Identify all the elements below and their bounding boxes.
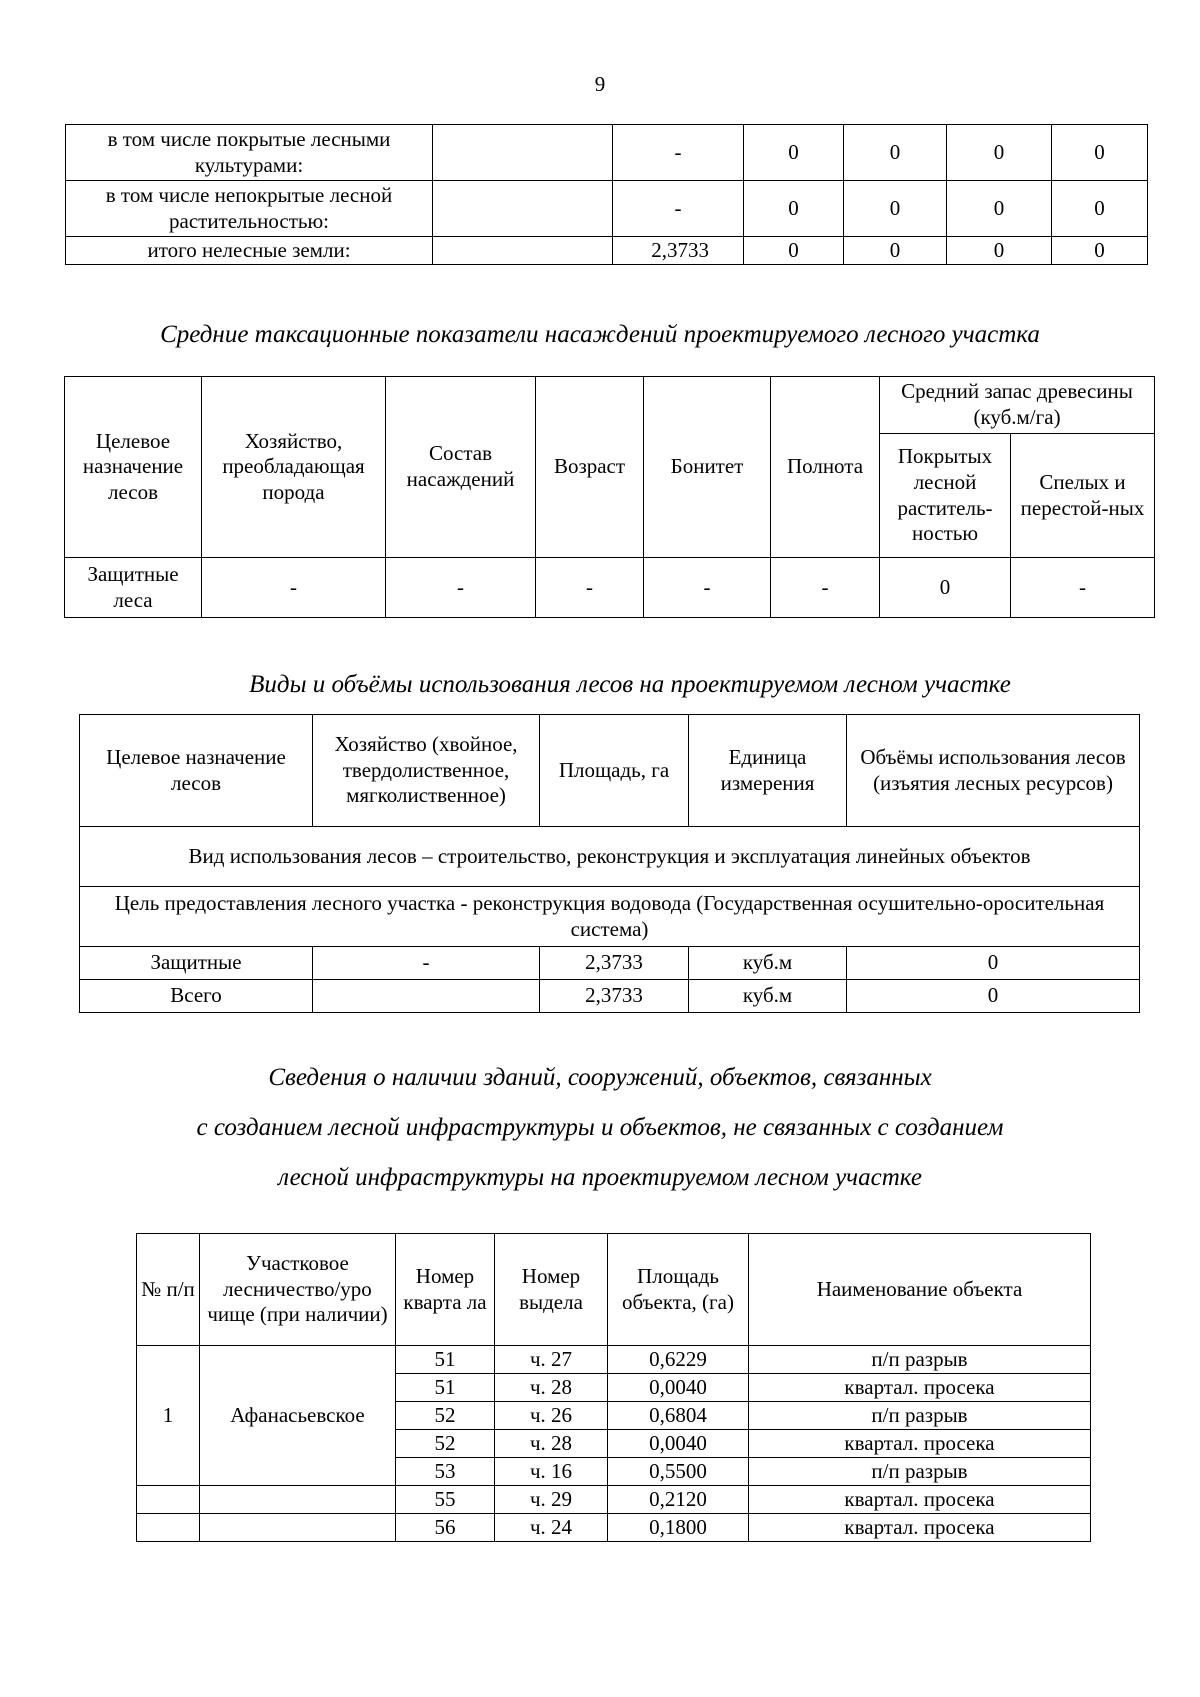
table-cell: квартал. просека <box>749 1514 1091 1542</box>
header-forestry: Участковое лесничество/уро чище (при наличии) <box>200 1234 396 1346</box>
page-number: 9 <box>594 72 606 96</box>
table-cell: 0 <box>1052 125 1148 181</box>
table-cell: 2,3733 <box>613 237 744 265</box>
table-row <box>66 125 1148 181</box>
table-row <box>80 947 1140 980</box>
table-cell: ч. 28 <box>495 1374 608 1402</box>
table-cell: 0 <box>744 125 844 181</box>
table-cell: квартал. просека <box>749 1374 1091 1402</box>
header-area: Площадь объекта, (га) <box>608 1234 749 1346</box>
taxation-table <box>64 376 1155 618</box>
table-cell: 0 <box>947 125 1052 181</box>
table-cell: - <box>1011 558 1155 618</box>
table-cell: - <box>313 947 540 980</box>
table-cell: 0 <box>1052 181 1148 237</box>
table-cell <box>137 1514 200 1542</box>
table-cell: ч. 29 <box>495 1486 608 1514</box>
table-cell: 0,6804 <box>608 1402 749 1430</box>
table-row <box>80 980 1140 1013</box>
table-cell: - <box>202 558 386 618</box>
table-cell: 52 <box>396 1402 495 1430</box>
table-cell: 0,2120 <box>608 1486 749 1514</box>
header-farm: Хозяйство, преобладающая порода <box>202 377 386 558</box>
header-purpose: Целевое назначение лесов <box>80 715 313 827</box>
table-cell <box>200 1486 396 1514</box>
header-stock: Средний запас древесины (куб.м/га) <box>880 377 1155 434</box>
usage-table <box>79 714 1140 1013</box>
header-farm: Хозяйство (хвойное, твердолиственное, мягколиственное) <box>313 715 540 827</box>
table-cell: Защитные леса <box>65 558 202 618</box>
table-cell: ч. 28 <box>495 1430 608 1458</box>
header-area: Площадь, га <box>540 715 689 827</box>
header-stock-covered: Покрытых лесной раститель-ностью <box>880 434 1011 558</box>
table-cell: ч. 27 <box>495 1346 608 1374</box>
table-cell: - <box>613 125 744 181</box>
header-number: № п/п <box>137 1234 200 1346</box>
table-cell: квартал. просека <box>749 1430 1091 1458</box>
table-cell: 55 <box>396 1486 495 1514</box>
row-label: в том числе непокрытые лесной растительностью: <box>66 181 433 237</box>
header-quarter: Номер кварта ла <box>396 1234 495 1346</box>
table-cell: п/п разрыв <box>749 1402 1091 1430</box>
table-cell: п/п разрыв <box>749 1346 1091 1374</box>
table-cell: 0 <box>844 237 947 265</box>
table-cell <box>137 1486 200 1514</box>
table-cell: - <box>536 558 644 618</box>
table-cell: - <box>386 558 536 618</box>
table-cell: 2,3733 <box>540 947 689 980</box>
table-cell: Защитные <box>80 947 313 980</box>
header-density: Полнота <box>771 377 880 558</box>
group-number: 1 <box>137 1346 200 1486</box>
table-row <box>137 1346 1091 1374</box>
header-volume: Объёмы использования лесов (изъятия лесных ресурсов) <box>847 715 1140 827</box>
table-row <box>137 1486 1091 1514</box>
usage-type: Вид использования лесов – строительство, реконструкция и эксплуатация линейных объектов <box>80 827 1140 887</box>
section-title-objects-line1: Сведения о наличии зданий, сооружений, объектов, связанных <box>268 1064 932 1091</box>
objects-table <box>136 1233 1091 1542</box>
section-title-taxation: Средние таксационные показатели насаждений проектируемого лесного участка <box>160 321 1040 348</box>
header-age: Возраст <box>536 377 644 558</box>
table-cell <box>433 181 613 237</box>
table-cell: 0,0040 <box>608 1374 749 1402</box>
table-cell: куб.м <box>689 980 847 1013</box>
table-cell <box>200 1514 396 1542</box>
section-title-objects-line2: с созданием лесной инфраструктуры и объектов, не связанных с созданием <box>196 1114 1004 1141</box>
table-cell: ч. 24 <box>495 1514 608 1542</box>
table-cell: 0 <box>844 125 947 181</box>
table-cell: - <box>771 558 880 618</box>
table-cell <box>433 125 613 181</box>
table-row <box>137 1514 1091 1542</box>
header-object-name: Наименование объекта <box>749 1234 1091 1346</box>
table-cell: 2,3733 <box>540 980 689 1013</box>
table-cell: 0 <box>947 237 1052 265</box>
table-cell: 0 <box>847 947 1140 980</box>
land-table <box>65 124 1148 265</box>
table-cell: 53 <box>396 1458 495 1486</box>
table-cell: Всего <box>80 980 313 1013</box>
table-cell: квартал. просека <box>749 1486 1091 1514</box>
header-stock-mature: Спелых и перестой-ных <box>1011 434 1155 558</box>
table-cell: ч. 16 <box>495 1458 608 1486</box>
table-row <box>65 558 1155 618</box>
table-row <box>66 237 1148 265</box>
header-unit: Единица измерения <box>689 715 847 827</box>
table-cell: 0,1800 <box>608 1514 749 1542</box>
group-forestry: Афанасьевское <box>200 1346 396 1486</box>
table-cell: 0 <box>880 558 1011 618</box>
table-cell: - <box>644 558 771 618</box>
table-cell: 51 <box>396 1374 495 1402</box>
table-row <box>66 181 1148 237</box>
table-cell: куб.м <box>689 947 847 980</box>
usage-purpose: Цель предоставления лесного участка - реконструкция водовода (Государственная осушительно-оросительная система) <box>80 887 1140 947</box>
table-cell: 51 <box>396 1346 495 1374</box>
table-cell: - <box>613 181 744 237</box>
table-cell: 0 <box>1052 237 1148 265</box>
table-cell: 0 <box>947 181 1052 237</box>
header-section: Номер выдела <box>495 1234 608 1346</box>
table-cell: 56 <box>396 1514 495 1542</box>
row-label: итого нелесные земли: <box>66 237 433 265</box>
table-cell: 52 <box>396 1430 495 1458</box>
table-cell: 0 <box>744 181 844 237</box>
table-cell: 0,6229 <box>608 1346 749 1374</box>
table-cell: ч. 26 <box>495 1402 608 1430</box>
table-cell: 0 <box>744 237 844 265</box>
table-cell: 0 <box>847 980 1140 1013</box>
table-cell: п/п разрыв <box>749 1458 1091 1486</box>
header-bonitet: Бонитет <box>644 377 771 558</box>
row-label: в том числе покрытые лесными культурами: <box>66 125 433 181</box>
section-title-usage: Виды и объёмы использования лесов на проектируемом лесном участке <box>249 671 1011 698</box>
table-cell: 0,5500 <box>608 1458 749 1486</box>
header-purpose: Целевое назначение лесов <box>65 377 202 558</box>
table-cell: 0,0040 <box>608 1430 749 1458</box>
section-title-objects-line3: лесной инфраструктуры на проектируемом лесном участке <box>278 1164 922 1191</box>
table-cell <box>313 980 540 1013</box>
table-cell: 0 <box>844 181 947 237</box>
header-composition: Состав насаждений <box>386 377 536 558</box>
table-cell <box>433 237 613 265</box>
